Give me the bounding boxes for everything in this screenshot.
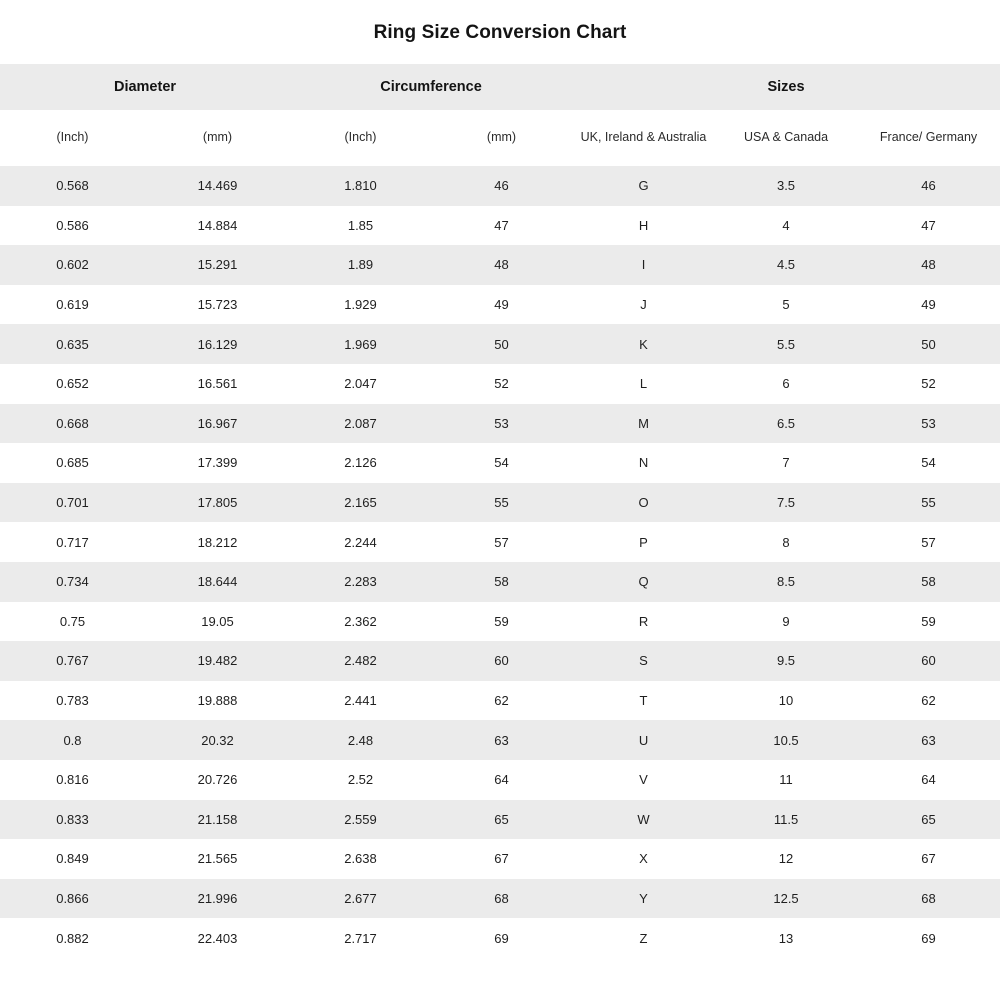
cell-size-france-germany: 63 [921, 732, 936, 748]
cell-size-uk: T [639, 693, 648, 709]
cell-size-france-germany: 65 [921, 811, 936, 827]
cell-circumference-inch: 1.810 [344, 178, 377, 194]
cell-diameter-inch: 0.849 [56, 851, 89, 867]
cell-circumference-mm: 64 [494, 772, 509, 788]
table-row [0, 404, 1000, 444]
cell-circumference-inch: 2.638 [344, 851, 377, 867]
cell-size-france-germany: 62 [921, 693, 936, 709]
table-row [0, 562, 1000, 602]
cell-size-france-germany: 69 [921, 930, 936, 946]
cell-circumference-mm: 49 [494, 297, 509, 313]
cell-circumference-inch: 2.717 [344, 930, 377, 946]
cell-size-france-germany: 57 [921, 534, 936, 550]
cell-circumference-mm: 63 [494, 732, 509, 748]
cell-diameter-inch: 0.783 [56, 693, 89, 709]
table-row [0, 839, 1000, 879]
cell-size-uk: N [638, 455, 649, 471]
cell-size-france-germany: 64 [921, 772, 936, 788]
cell-size-france-germany: 48 [921, 257, 936, 273]
cell-size-france-germany: 55 [921, 495, 936, 511]
cell-circumference-inch: 2.126 [344, 455, 377, 471]
cell-diameter-inch: 0.8 [63, 732, 82, 748]
cell-size-usa: 8.5 [776, 574, 796, 590]
column-header-uk-ireland-australia: UK, Ireland & Australia [580, 130, 707, 145]
cell-size-usa: 6.5 [776, 415, 796, 431]
cell-diameter-mm: 16.561 [197, 376, 238, 392]
cell-size-usa: 7 [782, 455, 790, 471]
cell-diameter-inch: 0.882 [56, 930, 89, 946]
group-header-sizes: Sizes [767, 79, 805, 95]
cell-size-france-germany: 58 [921, 574, 936, 590]
cell-size-france-germany: 53 [921, 415, 936, 431]
table-row [0, 285, 1000, 325]
cell-circumference-mm: 50 [494, 336, 509, 352]
cell-size-uk: L [639, 376, 648, 392]
cell-size-uk: Q [638, 574, 649, 590]
cell-size-uk: Y [639, 890, 648, 906]
cell-circumference-mm: 62 [494, 693, 509, 709]
cell-size-usa: 5.5 [776, 336, 796, 352]
cell-size-uk: W [637, 811, 650, 827]
table-row [0, 760, 1000, 800]
cell-size-usa: 9.5 [776, 653, 796, 669]
cell-circumference-mm: 69 [494, 930, 509, 946]
table-row [0, 206, 1000, 246]
cell-size-usa: 7.5 [776, 495, 796, 511]
cell-size-usa: 10.5 [773, 732, 799, 748]
cell-circumference-inch: 2.48 [347, 732, 374, 748]
cell-circumference-inch: 2.244 [344, 534, 377, 550]
cell-circumference-inch: 2.165 [344, 495, 377, 511]
cell-circumference-inch: 2.677 [344, 890, 377, 906]
cell-diameter-mm: 20.32 [201, 732, 234, 748]
cell-diameter-inch: 0.767 [56, 653, 89, 669]
cell-size-france-germany: 47 [921, 217, 936, 233]
cell-diameter-inch: 0.75 [59, 613, 86, 629]
cell-size-usa: 11 [779, 772, 793, 788]
cell-circumference-inch: 2.283 [344, 574, 377, 590]
cell-size-usa: 4.5 [776, 257, 796, 273]
cell-circumference-mm: 47 [494, 217, 509, 233]
cell-size-usa: 12.5 [773, 890, 799, 906]
cell-size-uk: X [639, 851, 648, 867]
cell-size-france-germany: 52 [921, 376, 936, 392]
page-title: Ring Size Conversion Chart [373, 22, 627, 43]
column-header-diameter-inch: (Inch) [56, 130, 89, 145]
table-row [0, 324, 1000, 364]
cell-circumference-inch: 1.929 [344, 297, 377, 313]
table-row [0, 800, 1000, 840]
cell-diameter-inch: 0.568 [56, 178, 89, 194]
cell-circumference-inch: 2.441 [344, 693, 377, 709]
cell-size-france-germany: 49 [921, 297, 936, 313]
group-header-circumference: Circumference [380, 79, 482, 95]
cell-size-usa: 13 [778, 930, 794, 946]
cell-size-france-germany: 46 [921, 178, 936, 194]
cell-size-uk: O [638, 495, 649, 511]
cell-diameter-mm: 20.726 [197, 772, 238, 788]
cell-circumference-mm: 53 [494, 415, 509, 431]
cell-size-uk: J [640, 297, 647, 313]
cell-diameter-mm: 14.884 [197, 217, 238, 233]
column-header-diameter-mm: (mm) [202, 130, 233, 145]
cell-diameter-mm: 17.399 [197, 455, 238, 471]
cell-diameter-mm: 19.482 [197, 653, 238, 669]
cell-size-uk: I [641, 257, 646, 273]
cell-diameter-mm: 19.05 [201, 613, 234, 629]
cell-size-france-germany: 67 [921, 851, 936, 867]
cell-size-usa: 9 [782, 613, 790, 629]
cell-size-uk: M [638, 415, 649, 431]
cell-diameter-mm: 22.403 [197, 930, 238, 946]
cell-diameter-inch: 0.866 [56, 890, 89, 906]
cell-size-uk: V [639, 772, 648, 788]
cell-diameter-mm: 17.805 [197, 495, 238, 511]
table-row [0, 879, 1000, 919]
column-header-circumference-mm: (mm) [486, 130, 517, 145]
cell-circumference-mm: 60 [494, 653, 509, 669]
cell-diameter-mm: 16.967 [197, 415, 238, 431]
cell-diameter-inch: 0.635 [56, 336, 89, 352]
cell-diameter-mm: 21.996 [197, 890, 238, 906]
cell-diameter-mm: 21.565 [197, 851, 238, 867]
cell-size-france-germany: 54 [921, 455, 936, 471]
cell-diameter-mm: 18.644 [197, 574, 238, 590]
table-row [0, 918, 1000, 958]
cell-circumference-inch: 1.89 [347, 257, 374, 273]
cell-size-uk: H [638, 217, 649, 233]
group-header-row [0, 64, 1000, 110]
table-row [0, 641, 1000, 681]
column-header-france-germany: France/ Germany [879, 130, 978, 145]
cell-diameter-inch: 0.668 [56, 415, 89, 431]
cell-diameter-mm: 19.888 [197, 693, 238, 709]
cell-circumference-mm: 52 [494, 376, 509, 392]
cell-size-usa: 10 [778, 693, 794, 709]
cell-diameter-inch: 0.602 [56, 257, 89, 273]
cell-circumference-mm: 58 [494, 574, 509, 590]
cell-diameter-mm: 21.158 [197, 811, 238, 827]
cell-diameter-inch: 0.734 [56, 574, 89, 590]
cell-size-usa: 12 [778, 851, 794, 867]
ring-size-conversion-table [0, 64, 1000, 958]
cell-size-uk: G [638, 178, 649, 194]
cell-size-uk: P [639, 534, 648, 550]
group-header-diameter: Diameter [113, 79, 177, 95]
column-header-usa-canada: USA & Canada [743, 130, 829, 145]
table-row [0, 720, 1000, 760]
cell-circumference-inch: 1.85 [347, 217, 374, 233]
cell-circumference-inch: 2.482 [344, 653, 377, 669]
cell-diameter-inch: 0.701 [56, 495, 89, 511]
table-row [0, 166, 1000, 206]
cell-circumference-inch: 2.52 [347, 772, 374, 788]
cell-circumference-mm: 48 [494, 257, 509, 273]
cell-size-usa: 6 [782, 376, 790, 392]
table-row [0, 364, 1000, 404]
cell-diameter-mm: 16.129 [197, 336, 238, 352]
cell-diameter-inch: 0.685 [56, 455, 89, 471]
cell-diameter-mm: 18.212 [197, 534, 238, 550]
table-row [0, 522, 1000, 562]
cell-circumference-inch: 2.087 [344, 415, 377, 431]
cell-circumference-mm: 46 [494, 178, 509, 194]
column-header-circumference-inch: (Inch) [344, 130, 377, 145]
cell-size-france-germany: 68 [921, 890, 936, 906]
table-row [0, 681, 1000, 721]
cell-circumference-inch: 1.969 [344, 336, 377, 352]
cell-diameter-inch: 0.619 [56, 297, 89, 313]
table-row [0, 483, 1000, 523]
cell-circumference-inch: 2.047 [344, 376, 377, 392]
cell-circumference-mm: 55 [494, 495, 509, 511]
sub-header-row [0, 110, 1000, 166]
cell-size-uk: Z [639, 930, 648, 946]
cell-diameter-inch: 0.586 [56, 217, 89, 233]
cell-circumference-mm: 65 [494, 811, 509, 827]
cell-size-france-germany: 50 [921, 336, 936, 352]
cell-diameter-inch: 0.717 [56, 534, 89, 550]
cell-circumference-mm: 57 [494, 534, 509, 550]
cell-circumference-inch: 2.362 [344, 613, 377, 629]
table-row [0, 443, 1000, 483]
cell-size-france-germany: 59 [921, 613, 936, 629]
cell-diameter-inch: 0.652 [56, 376, 89, 392]
cell-circumference-mm: 59 [494, 613, 509, 629]
cell-circumference-mm: 68 [494, 890, 509, 906]
cell-size-usa: 8 [782, 534, 790, 550]
cell-diameter-mm: 15.723 [197, 297, 238, 313]
cell-circumference-inch: 2.559 [344, 811, 377, 827]
cell-size-uk: S [639, 653, 648, 669]
cell-size-usa: 11.5 [773, 811, 799, 827]
table-body [0, 64, 1000, 958]
cell-size-usa: 5 [782, 297, 790, 313]
table-row [0, 602, 1000, 642]
cell-diameter-inch: 0.816 [56, 772, 89, 788]
cell-size-uk: U [638, 732, 649, 748]
cell-size-france-germany: 60 [921, 653, 936, 669]
cell-size-uk: R [638, 613, 649, 629]
cell-size-usa: 3.5 [776, 178, 796, 194]
cell-diameter-inch: 0.833 [56, 811, 89, 827]
cell-size-uk: K [639, 336, 648, 352]
cell-diameter-mm: 15.291 [197, 257, 238, 273]
cell-circumference-mm: 54 [494, 455, 509, 471]
table-row [0, 245, 1000, 285]
cell-circumference-mm: 67 [494, 851, 509, 867]
cell-diameter-mm: 14.469 [197, 178, 238, 194]
cell-size-usa: 4 [782, 217, 790, 233]
